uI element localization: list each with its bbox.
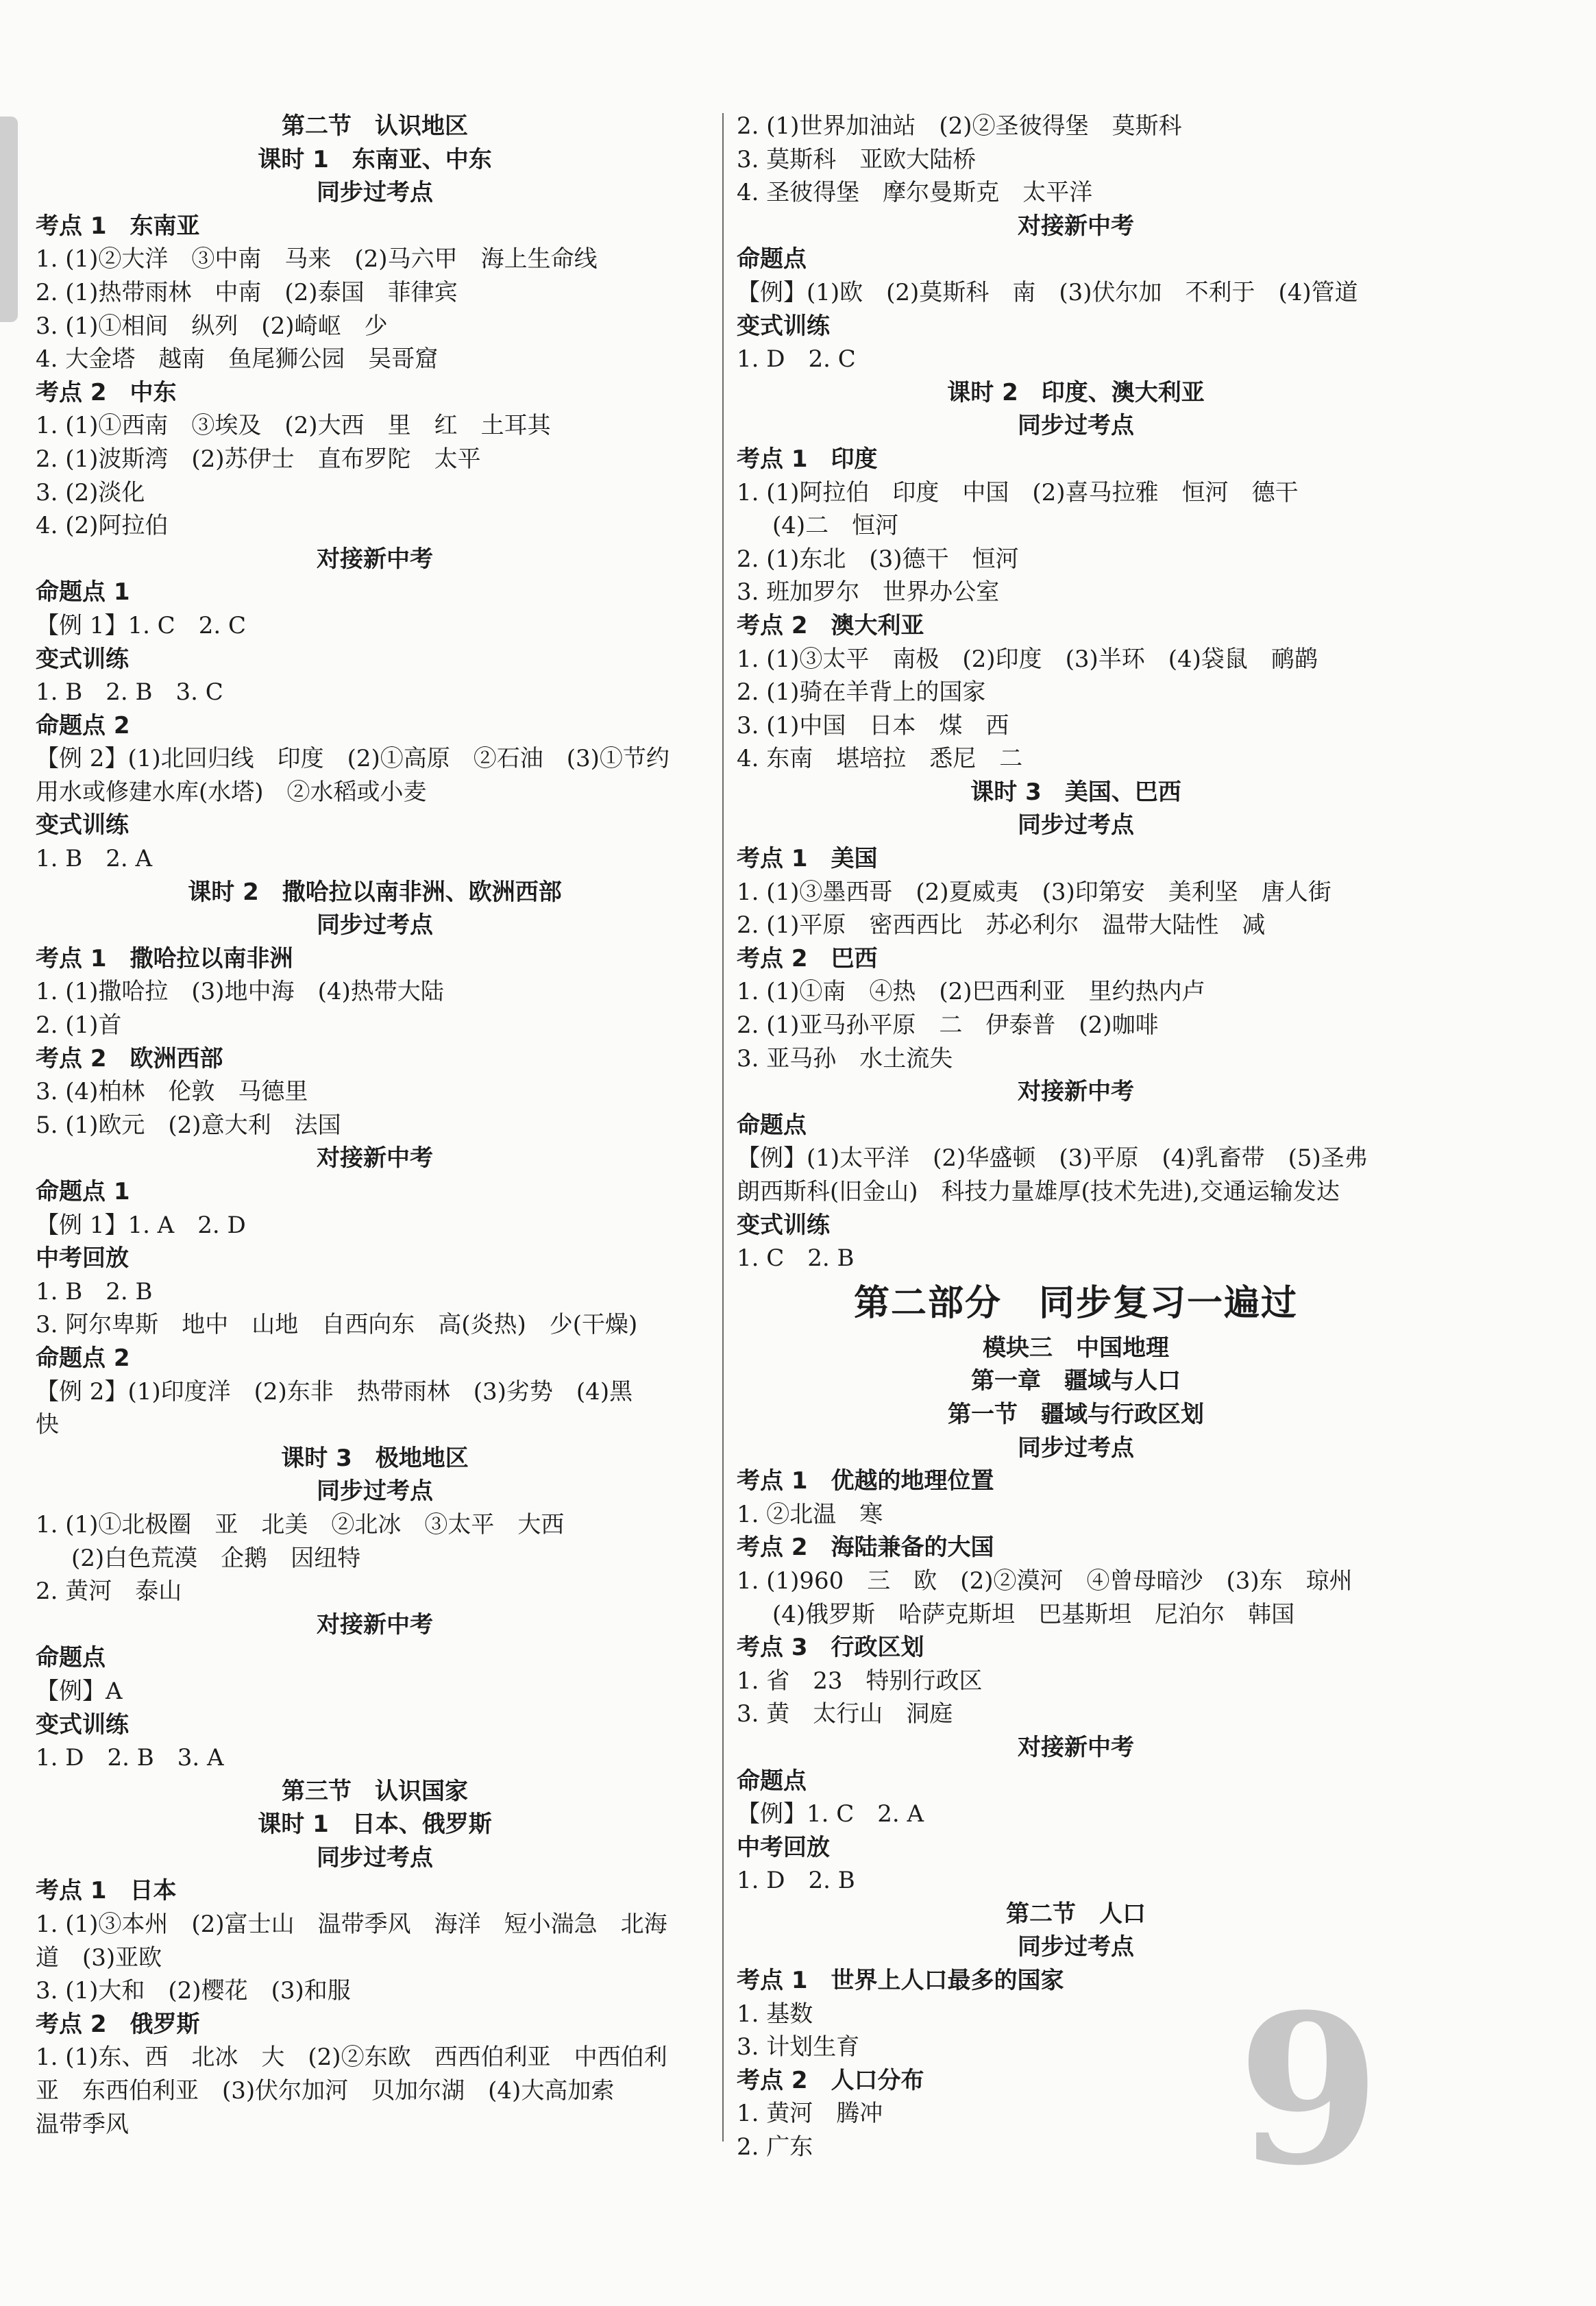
text-line: 4. 大金塔 越南 鱼尾狮公园 吴哥窟 [36, 345, 439, 373]
subheading: 命题点 1 [36, 578, 130, 606]
subheading: 中考回放 [737, 1833, 830, 1861]
section-heading: 课时 3 美国、巴西 [970, 778, 1181, 806]
text-line: 道 (3)亚欧 [36, 1943, 162, 1972]
text-line: 3. 计划生育 [737, 2033, 860, 2061]
subheading: 变式训练 [36, 1710, 129, 1739]
section-heading: 课时 1 日本、俄罗斯 [258, 1811, 492, 1839]
section-heading: 同步过考点 [317, 1477, 433, 1506]
subheading: 考点 1 印度 [737, 445, 878, 473]
text-line: 1. D 2. B 3. A [36, 1744, 224, 1772]
text-line: (4)二 恒河 [772, 512, 899, 540]
section-heading: 课时 2 印度、澳大利亚 [947, 378, 1205, 406]
text-line: 用水或修建水库(水塔) ②水稻或小麦 [36, 778, 427, 806]
section-heading: 课时 1 东南亚、中东 [258, 145, 492, 173]
text-line: 2. (1)热带雨林 中南 (2)泰国 菲律宾 [36, 278, 458, 306]
text-line: 3. 班加罗尔 世界办公室 [737, 578, 1000, 606]
text-line: 1. B 2. B [36, 1277, 153, 1305]
text-line: 2. (1)平原 密西西比 苏必利尔 温带大陆性 减 [737, 911, 1266, 940]
subheading: 考点 2 巴西 [737, 944, 878, 972]
text-line: 1. (1)③本州 (2)富士山 温带季风 海洋 短小湍急 北海 [36, 1911, 667, 1939]
subheading: 考点 1 撒哈拉以南非洲 [36, 944, 293, 972]
section-heading: 同步过考点 [317, 179, 433, 207]
section-heading: 课时 3 极地地区 [281, 1444, 469, 1472]
text-line: 1. ②北温 寒 [737, 1500, 883, 1528]
subheading: 考点 2 俄罗斯 [36, 2010, 200, 2038]
text-line: 1. B 2. B 3. C [36, 678, 223, 707]
text-line: 1. (1)960 三 欧 (2)②漠河 ④曾母暗沙 (3)东 琼州 [737, 1567, 1353, 1595]
text-line: 1. 黄河 腾冲 [737, 2100, 883, 2128]
text-line: 1. (1)撒哈拉 (3)地中海 (4)热带大陆 [36, 978, 444, 1006]
page-number: 9 [1237, 1969, 1381, 2211]
text-line: 1. (1)①北极圈 亚 北美 ②北冰 ③太平 大西 [36, 1510, 565, 1538]
text-line: 2. (1)骑在羊背上的国家 [737, 678, 986, 707]
text-line: 【例 1】1. A 2. D [36, 1211, 246, 1239]
section-heading: 对接新中考 [317, 545, 433, 573]
subheading: 变式训练 [36, 645, 129, 673]
subheading: 考点 1 美国 [737, 845, 878, 873]
subheading: 命题点 [36, 1644, 106, 1672]
section-heading: 模块三 中国地理 [983, 1334, 1169, 1362]
section-heading: 对接新中考 [1018, 212, 1134, 240]
text-line: 2. 广东 [737, 2133, 813, 2161]
text-line: 朗西斯科(旧金山) 科技力量雄厚(技术先进),交通运输发达 [737, 1178, 1340, 1205]
text-line: 5. (1)欧元 (2)意大利 法国 [36, 1111, 341, 1139]
text-line: 4. (2)阿拉伯 [36, 512, 169, 540]
subheading: 命题点 2 [36, 711, 130, 739]
text-line: 4. 东南 堪培拉 悉尼 二 [737, 745, 1023, 773]
section-heading: 同步过考点 [1018, 1434, 1134, 1462]
text-line: 【例】(1)欧 (2)莫斯科 南 (3)伏尔加 不利于 (4)管道 [737, 278, 1358, 306]
text-line: 1. B 2. A [36, 845, 153, 873]
text-line: 【例 2】(1)印度洋 (2)东非 热带雨林 (3)劣势 (4)黑 [36, 1377, 633, 1406]
text-line: 3. (1)中国 日本 煤 西 [737, 711, 1009, 739]
text-line: 【例】(1)太平洋 (2)华盛顿 (3)平原 (4)乳畜带 (5)圣弗 [737, 1144, 1368, 1173]
subheading: 命题点 2 [36, 1344, 130, 1372]
section-heading: 对接新中考 [1018, 1733, 1134, 1761]
text-line: 快 [36, 1411, 59, 1439]
text-line: 1. 基数 [737, 2000, 813, 2028]
section-heading: 对接新中考 [317, 1610, 433, 1639]
subheading: 中考回放 [36, 1244, 129, 1273]
text-line: 1. (1)①西南 ③埃及 (2)大西 里 红 土耳其 [36, 412, 551, 440]
text-line: 1. (1)东、西 北冰 大 (2)②东欧 西西伯利亚 中西伯利 [36, 2044, 667, 2072]
text-line: 2. (1)波斯湾 (2)苏伊士 直布罗陀 太平 [36, 445, 481, 473]
text-line: 2. (1)亚马孙平原 二 伊泰普 (2)咖啡 [737, 1011, 1159, 1040]
section-heading: 同步过考点 [1018, 811, 1134, 839]
subheading: 考点 2 澳大利亚 [737, 611, 924, 639]
text-line: 【例】1. C 2. A [737, 1800, 924, 1828]
subheading: 考点 1 日本 [36, 1877, 177, 1905]
text-line: 1. (1)①南 ④热 (2)巴西利亚 里约热内卢 [737, 978, 1205, 1006]
text-line: 1. C 2. B [737, 1244, 855, 1273]
subheading: 命题点 1 [36, 1178, 130, 1205]
text-line: 3. (2)淡化 [36, 478, 145, 506]
text-line: 3. 莫斯科 亚欧大陆桥 [737, 145, 977, 173]
section-heading: 第二节 认识地区 [282, 112, 468, 140]
page-edge-mark [0, 116, 18, 322]
text-line: 3. 黄 太行山 洞庭 [737, 1700, 953, 1728]
section-heading: 第三节 认识国家 [282, 1777, 468, 1805]
section-heading: 同步过考点 [1018, 1933, 1134, 1961]
subheading: 变式训练 [36, 811, 129, 839]
section-heading: 第一章 疆域与人口 [971, 1367, 1181, 1395]
subheading: 变式训练 [737, 1211, 830, 1239]
text-line: 亚 东西伯利亚 (3)伏尔加河 贝加尔湖 (4)大高加索 [36, 2077, 615, 2105]
left-column [36, 110, 714, 2141]
text-line: 3. (1)大和 (2)樱花 (3)和服 [36, 1977, 351, 2005]
text-line: 4. 圣彼得堡 摩尔曼斯克 太平洋 [737, 179, 1093, 207]
text-line: (4)俄罗斯 哈萨克斯坦 巴基斯坦 尼泊尔 韩国 [772, 1600, 1295, 1628]
text-line: 1. 省 23 特别行政区 [737, 1667, 983, 1695]
text-line: 【例】A [36, 1677, 123, 1705]
text-line: 1. D 2. C [737, 345, 856, 373]
text-line: 1. (1)阿拉伯 印度 中国 (2)喜马拉雅 恒河 德干 [737, 478, 1299, 506]
subheading: 考点 2 欧洲西部 [36, 1044, 223, 1072]
section-heading: 同步过考点 [317, 911, 433, 940]
text-line: 1. (1)②大洋 ③中南 马来 (2)马六甲 海上生命线 [36, 245, 598, 273]
subheading: 考点 3 行政区划 [737, 1634, 924, 1662]
subheading: 考点 2 海陆兼备的大国 [737, 1534, 994, 1562]
subheading: 考点 1 东南亚 [36, 212, 200, 240]
part-title: 第二部分 同步复习一遍过 [853, 1282, 1298, 1324]
subheading: 变式训练 [737, 312, 830, 340]
subheading: 考点 2 中东 [36, 378, 177, 406]
subheading: 考点 2 人口分布 [737, 2066, 924, 2094]
subheading: 考点 1 优越的地理位置 [737, 1467, 994, 1495]
text-line: 3. (4)柏林 伦敦 马德里 [36, 1078, 308, 1106]
subheading: 考点 1 世界上人口最多的国家 [737, 1967, 1064, 1995]
subheading: 命题点 [737, 245, 807, 273]
right-column [737, 110, 1415, 2164]
section-heading: 对接新中考 [1018, 1078, 1134, 1106]
text-line: (2)白色荒漠 企鹅 因纽特 [71, 1544, 361, 1572]
text-line: 1. (1)③太平 南极 (2)印度 (3)半环 (4)袋鼠 鸸鹋 [737, 645, 1318, 673]
text-line: 1. (1)③墨西哥 (2)夏威夷 (3)印第安 美利坚 唐人街 [737, 878, 1331, 906]
text-line: 3. (1)①相间 纵列 (2)崎岖 少 [36, 312, 388, 340]
subheading: 命题点 [737, 1767, 807, 1795]
section-heading: 第一节 疆域与行政区划 [948, 1400, 1204, 1428]
subheading: 命题点 [737, 1111, 807, 1139]
text-line: 2. (1)东北 (3)德干 恒河 [737, 545, 1019, 573]
section-heading: 课时 2 撒哈拉以南非洲、欧洲西部 [188, 878, 562, 906]
text-line: 1. D 2. B [737, 1867, 855, 1895]
text-line: 3. 阿尔卑斯 地中 山地 自西向东 高(炎热) 少(干燥) [36, 1311, 638, 1339]
text-line: 3. 亚马孙 水土流失 [737, 1044, 953, 1072]
text-line: 【例 1】1. C 2. C [36, 611, 246, 639]
text-line: 2. 黄河 泰山 [36, 1578, 182, 1606]
text-line: 【例 2】(1)北回归线 印度 (2)①高原 ②石油 (3)①节约 [36, 745, 670, 773]
section-heading: 同步过考点 [1018, 412, 1134, 440]
section-heading: 对接新中考 [317, 1144, 433, 1173]
text-line: 2. (1)世界加油站 (2)②圣彼得堡 莫斯科 [737, 112, 1182, 140]
text-line: 2. (1)首 [36, 1011, 122, 1040]
section-heading: 第二节 人口 [1006, 1900, 1146, 1928]
text-line: 温带季风 [36, 2110, 129, 2138]
column-divider [722, 113, 724, 2142]
section-heading: 同步过考点 [317, 1843, 433, 1872]
